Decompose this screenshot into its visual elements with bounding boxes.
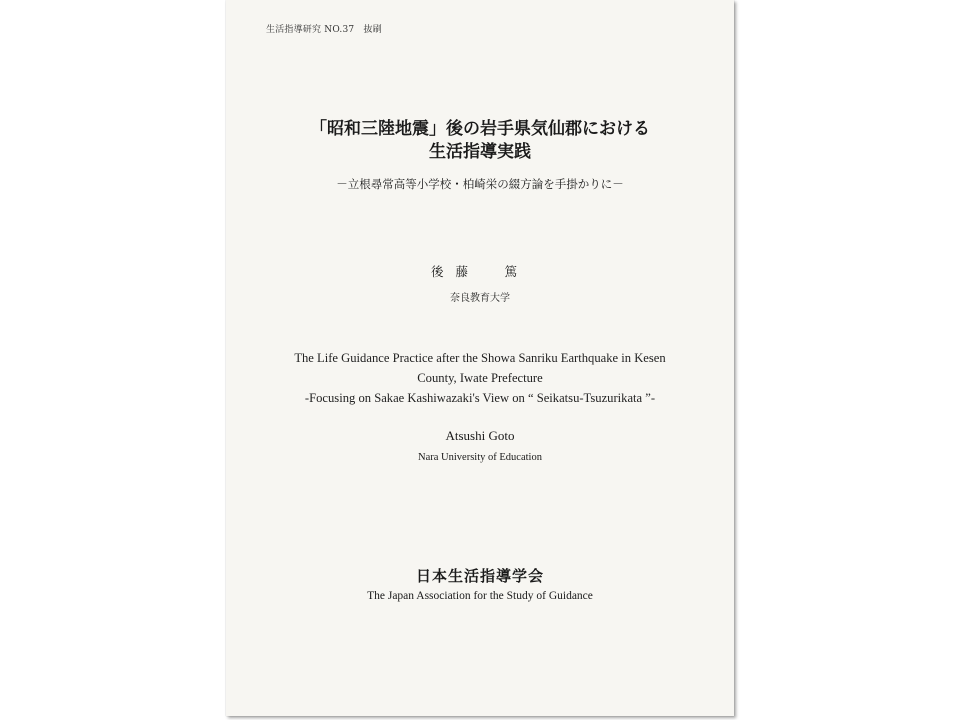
paper-sheet bbox=[226, 0, 734, 716]
affiliation-japanese: 奈良教育大学 bbox=[450, 293, 510, 304]
offprint-note: 生活指導研究 NO.37 抜刷 bbox=[266, 25, 382, 35]
title-japanese-line-2: 生活指導実践 bbox=[429, 142, 531, 162]
publisher-english: The Japan Association for the Study of Guidance bbox=[367, 590, 593, 602]
author-english: Atsushi Goto bbox=[445, 428, 515, 443]
title-japanese-line-1: 「昭和三陸地震」後の岩手県気仙郡における bbox=[310, 119, 650, 139]
title-english-line-1: The Life Guidance Practice after the Showa Sanriku Earthquake in Kesen bbox=[294, 351, 666, 365]
author-japanese: 後藤 篤 bbox=[430, 264, 529, 279]
affiliation-english: Nara University of Education bbox=[418, 452, 542, 463]
subtitle-japanese: －立根尋常高等小学校・柏崎栄の綴方論を手掛かりに－ bbox=[336, 177, 624, 191]
title-japanese bbox=[226, 118, 734, 164]
title-english bbox=[226, 348, 734, 408]
title-english-line-2: County, Iwate Prefecture bbox=[417, 371, 543, 385]
publisher-japanese: 日本生活指導学会 bbox=[415, 567, 544, 585]
title-english-line-3: -Focusing on Sakae Kashiwazaki's View on “ Seikatsu-Tsuzurikata ”- bbox=[304, 391, 656, 405]
